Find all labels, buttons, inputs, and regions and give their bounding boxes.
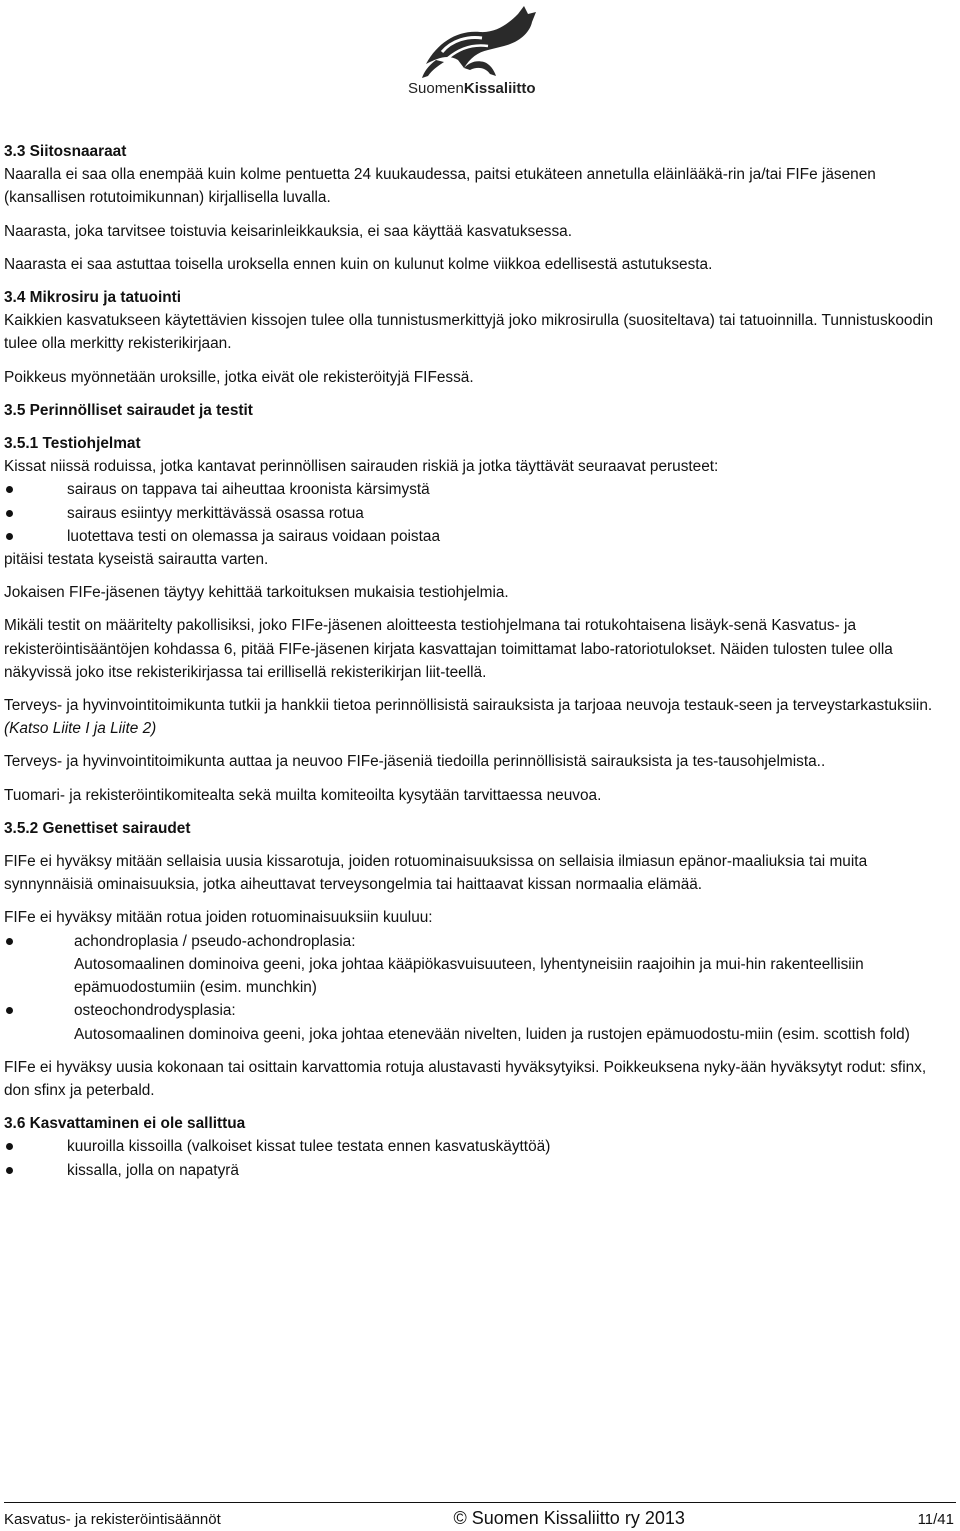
footer-document-title: Kasvatus- ja rekisteröintisäännöt <box>4 1511 221 1528</box>
cat-logo-icon <box>418 2 548 80</box>
list-item-text: luotettava testi on olemassa ja sairaus voidaan poistaa <box>67 527 441 545</box>
appendix-reference: (Katso Liite I ja Liite 2) <box>4 720 157 738</box>
disorder-name: achondroplasia / pseudo-achondroplasia: <box>74 932 356 950</box>
paragraph-fife-3: FIFe ei hyväksy uusia kokonaan tai osittain karvattomia rotuja alustavasti hyväksytyiksi. Poikkeuksena nyky-ään hyväksytyt rodut: sfinx, don sfinx ja peterbald. <box>4 1058 927 1099</box>
logo-text-light: Suomen <box>408 80 464 97</box>
bullet-icon <box>6 1007 13 1014</box>
list-item-text: kissalla, jolla on napatyrä <box>67 1161 239 1179</box>
s351-intro: Kissat niissä roduissa, jotka kantavat perinnöllisen sairauden riskiä ja jotka täyttävät seuraavat perusteet: <box>4 458 719 476</box>
s34-paragraph-1: Kaikkien kasvatukseen käytettävien kissojen tulee olla tunnistusmerkittyjä joko mikrosirulla (suositeltava) tai tatuoinnilla. Tunnistuskoodin tulee olla merkitty rekisterikirjaan. <box>4 312 934 353</box>
list-item <box>4 478 952 501</box>
footer <box>4 1508 954 1529</box>
bullet-icon <box>6 533 13 540</box>
list-item <box>4 525 952 548</box>
document-body <box>4 140 952 1182</box>
s33-paragraph-1: Naaralla ei saa olla enempää kuin kolme pentuetta 24 kuukaudessa, paitsi etukäteen annetulla eläinlääkä-rin ja/tai FIFe jäsenen (kansallisen rotutoimikunnan) kirjallisella luvalla. <box>4 166 876 207</box>
footer-divider <box>4 1502 956 1503</box>
heading-3-5-2: 3.5.2 Genettiset sairaudet <box>4 819 191 837</box>
list-item <box>4 502 952 525</box>
bullet-icon <box>6 486 13 493</box>
disorder-description: Autosomaalinen dominoiva geeni, joka johtaa kääpiökasvuisuuteen, lyhentyneisiin raajoihin ja mui-hin rakenteellisiin epämuodostumiin (esim. munchkin) <box>74 955 864 997</box>
paragraph-terveys-1-text: Terveys- ja hyvinvointitoimikunta tutkii ja hankkii tietoa perinnöllisistä sairauksista ja tarjoaa neuvoja testauk-seen ja terveystarkastuksiin. <box>4 697 933 715</box>
heading-3-5: 3.5 Perinnölliset sairaudet ja testit <box>4 401 253 419</box>
paragraph-fife-1: FIFe ei hyväksy mitään sellaisia uusia kissarotuja, joiden rotuominaisuuksissa on sellaisia ilmiasun epänor-maaliuksia tai muita synnynnäisiä ominaisuuksia, jotka aiheuttavat terveysongelmia tai haittaavat kissan normaalia elämää. <box>4 853 868 894</box>
heading-3-4: 3.4 Mikrosiru ja tatuointi <box>4 289 182 307</box>
footer-copyright: © Suomen Kissaliitto ry 2013 <box>453 1508 685 1528</box>
breeding-ban-list <box>4 1135 952 1181</box>
s33-paragraph-3: Naarasta ei saa astuttaa toisella uroksella ennen kuin on kulunut kolme viikkoa edellisestä astutuksesta. <box>4 255 713 273</box>
list-item-text: sairaus on tappava tai aiheuttaa kroonista kärsimystä <box>67 481 430 499</box>
footer-page-number: 11/41 <box>917 1511 954 1528</box>
criteria-list <box>4 478 952 548</box>
s34-paragraph-2: Poikkeus myönnetään uroksille, jotka eivät ole rekisteröityjä FIFessä. <box>4 368 474 386</box>
paragraph-mikali: Mikäli testit on määritelty pakollisiksi, joko FIFe-jäsenen aloitteesta testiohjelmana tai rotukohtaisena lisäyk-senä Kasvatus- ja rekisteröintisääntöjen kohdassa 6, pitää FIFe-jäsenen kirjata kasvattajan toimittamat labo-ratoriotulokset. Näiden tulosten tulee olla näkyvissä joko itse rekisterikirjassa tai erillisellä rekisterikirjan liit-teellä. <box>4 617 893 681</box>
paragraph-terveys-1 <box>4 694 952 740</box>
logo-text <box>408 80 536 97</box>
heading-3-5-1: 3.5.1 Testiohjelmat <box>4 435 141 453</box>
disorder-name: osteochondrodysplasia: <box>74 1002 236 1020</box>
list-item <box>4 1159 952 1182</box>
list-item <box>4 999 952 1045</box>
bullet-icon <box>6 510 13 517</box>
s351-outro: pitäisi testata kyseistä sairautta varten. <box>4 551 269 569</box>
disorder-list <box>4 930 952 1046</box>
list-item <box>4 1135 952 1158</box>
bullet-icon <box>6 1143 13 1150</box>
paragraph-tuomari: Tuomari- ja rekisteröintikomitealta sekä muilta komiteoilta kysytään tarvittaessa neuvoa. <box>4 786 602 804</box>
bullet-icon <box>6 938 13 945</box>
list-item <box>4 930 952 1000</box>
logo-text-bold: Kissaliitto <box>463 80 536 97</box>
heading-3-6: 3.6 Kasvattaminen ei ole sallittua <box>4 1115 246 1133</box>
bullet-icon <box>6 1167 13 1174</box>
heading-3-3: 3.3 Siitosnaaraat <box>4 143 127 160</box>
paragraph-terveys-2: Terveys- ja hyvinvointitoimikunta auttaa ja neuvoo FIFe-jäseniä tiedoilla perinnöllisistä sairauksista ja tes-tausohjelmista.. <box>4 753 826 771</box>
disorder-description: Autosomaalinen dominoiva geeni, joka johtaa etenevään nivelten, luiden ja rustojen epämuodostu-miin (esim. scottish fold) <box>74 1025 910 1043</box>
logo <box>400 2 560 98</box>
list-item-text: kuuroilla kissoilla (valkoiset kissat tulee testata ennen kasvatuskäyttöä) <box>67 1138 551 1156</box>
list-item-text: sairaus esiintyy merkittävässä osassa rotua <box>67 504 364 522</box>
paragraph-jokaisen: Jokaisen FIFe-jäsenen täytyy kehittää tarkoituksen mukaisia testiohjelmia. <box>4 584 509 602</box>
s33-paragraph-2: Naarasta, joka tarvitsee toistuvia keisarinleikkauksia, ei saa käyttää kasvatuksessa. <box>4 222 573 240</box>
paragraph-fife-2: FIFe ei hyväksy mitään rotua joiden rotuominaisuuksiin kuuluu: <box>4 909 433 927</box>
